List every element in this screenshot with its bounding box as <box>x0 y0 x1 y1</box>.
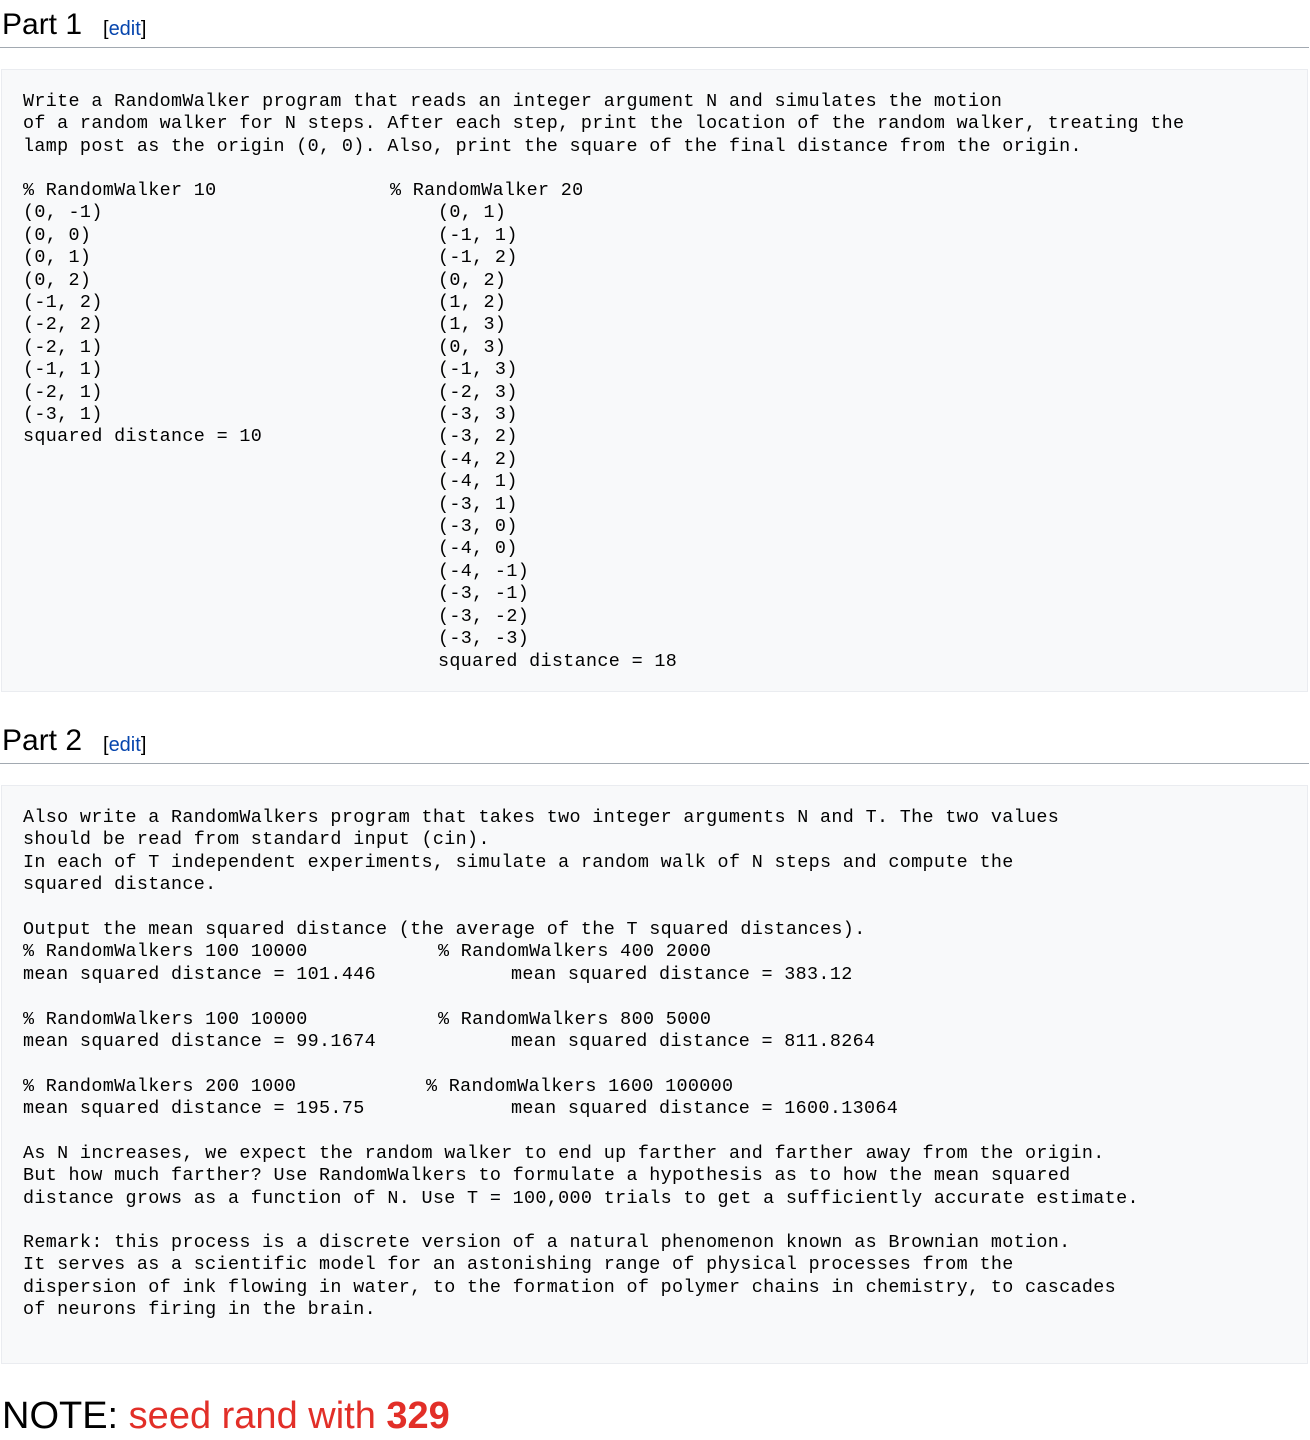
text-line: of neurons firing in the brain. <box>23 1299 376 1321</box>
example-left-command: % RandomWalkers 100 10000 <box>23 1008 308 1030</box>
text-line: In each of T independent experiments, simulate a random walk of N steps and compute the <box>23 851 1014 873</box>
example1-line: (-2, 1) <box>23 336 103 358</box>
example2-result: squared distance = 18 <box>438 650 678 672</box>
example2-output <box>438 202 677 673</box>
part1-code-block <box>1 69 1308 692</box>
example2-line: (-4, 0) <box>438 538 518 560</box>
example-right-command: % RandomWalkers 1600 100000 <box>426 1075 734 1097</box>
example1-line: (0, 2) <box>23 269 92 291</box>
example2-line: (1, 3) <box>438 314 507 336</box>
part1-edit-section: [edit] <box>103 18 147 40</box>
example2-line: (-3, -1) <box>438 583 530 605</box>
example-left-result: mean squared distance = 195.75 <box>23 1098 365 1120</box>
example2-line: (0, 1) <box>438 202 507 224</box>
text-line: But how much farther? Use RandomWalkers to formulate a hypothesis as to how the mean squared <box>23 1165 1071 1187</box>
part1-intro <box>23 91 1184 158</box>
text-line: dispersion of ink flowing in water, to the formation of polymer chains in chemistry, to cascades <box>23 1276 1117 1298</box>
text-line: should be read from standard input (cin). <box>23 829 490 851</box>
text-line: Remark: this process is a discrete version of a natural phenomenon known as Brownian motion. <box>23 1232 1071 1253</box>
example1-line: (-2, 1) <box>23 381 103 403</box>
example2-line: (-1, 2) <box>438 247 518 269</box>
example-left-command: % RandomWalkers 200 1000 <box>23 1075 297 1097</box>
example-right-result: mean squared distance = 1600.13064 <box>511 1098 899 1120</box>
example2-line: (-3, 1) <box>438 493 518 515</box>
example-left-result: mean squared distance = 101.446 <box>23 963 376 985</box>
example2-line: (-3, 2) <box>438 426 518 448</box>
example1-line: (0, -1) <box>23 202 103 224</box>
example1-line: (-3, 1) <box>23 404 103 426</box>
seed-note <box>2 1393 450 1439</box>
example1-result: squared distance = 10 <box>23 426 263 448</box>
example2-line: (-4, -1) <box>438 560 530 582</box>
part1-title: Part 1 <box>2 8 83 41</box>
example1-line: (-1, 1) <box>23 359 103 381</box>
text-line: Write a RandomWalker program that reads an integer argument N and simulates the motion <box>23 91 1003 112</box>
part1-heading <box>0 0 1309 48</box>
output-description: Output the mean squared distance (the average of the T squared distances). <box>23 919 866 940</box>
text-line: As N increases, we expect the random walker to end up farther and farther away from the origin. <box>23 1143 1105 1164</box>
note-text: seed rand with <box>118 1395 387 1437</box>
example-right-result: mean squared distance = 383.12 <box>511 963 853 985</box>
part2-heading <box>0 716 1309 764</box>
example-left-command: % RandomWalkers 100 10000 <box>23 941 308 963</box>
example2-line: (-2, 3) <box>438 381 518 403</box>
example2-line: (-4, 1) <box>438 471 518 493</box>
text-line: lamp post as the origin (0, 0). Also, print the square of the final distance from the origin. <box>23 135 1082 157</box>
example-left-result: mean squared distance = 99.1674 <box>23 1031 376 1052</box>
text-line: It serves as a scientific model for an astonishing range of physical processes from the <box>23 1254 1014 1276</box>
part2-code-block <box>1 785 1308 1364</box>
example-right-command: % RandomWalkers 400 2000 <box>438 941 712 963</box>
part1-edit-link[interactable]: edit <box>108 18 141 40</box>
remark-paragraph <box>23 1232 1116 1322</box>
example2-line: (-3, -2) <box>438 605 530 627</box>
example1-line: (0, 1) <box>23 247 92 269</box>
example2-line: (-3, 0) <box>438 516 518 538</box>
example2-command: % RandomWalker 20 <box>390 180 584 201</box>
part2-edit-link[interactable]: edit <box>108 734 141 756</box>
part2-edit-section: [edit] <box>103 734 147 756</box>
example1-line: (-1, 2) <box>23 292 103 314</box>
example2-line: (-1, 1) <box>438 224 518 246</box>
example2-line: (1, 2) <box>438 292 507 314</box>
note-seed-value: 329 <box>386 1395 450 1437</box>
example-right-command: % RandomWalkers 800 5000 <box>438 1008 712 1030</box>
example2-line: (-3, -3) <box>438 628 530 650</box>
example2-line: (-1, 3) <box>438 359 518 381</box>
example1-command: % RandomWalker 10 <box>23 180 217 201</box>
example2-line: (0, 2) <box>438 269 507 291</box>
example1-output <box>23 180 262 449</box>
part2-intro <box>23 807 1059 897</box>
text-line: squared distance. <box>23 874 217 896</box>
text-line: distance grows as a function of N. Use T = 100,000 trials to get a sufficiently accurate estimate. <box>23 1187 1139 1209</box>
part2-title: Part 2 <box>2 724 83 757</box>
text-line: of a random walker for N steps. After each step, print the location of the random walker, treating the <box>23 113 1185 135</box>
note-label: NOTE: <box>2 1395 119 1437</box>
example1-line: (0, 0) <box>23 224 92 246</box>
example1-line: (-2, 2) <box>23 314 103 336</box>
example-right-result: mean squared distance = 811.8264 <box>511 1031 876 1052</box>
example2-line: (0, 3) <box>438 336 507 358</box>
example2-line: (-4, 2) <box>438 448 518 470</box>
example2-line: (-3, 3) <box>438 404 518 426</box>
text-line: Also write a RandomWalkers program that takes two integer arguments N and T. The two values <box>23 807 1060 828</box>
hypothesis-paragraph <box>23 1143 1139 1210</box>
